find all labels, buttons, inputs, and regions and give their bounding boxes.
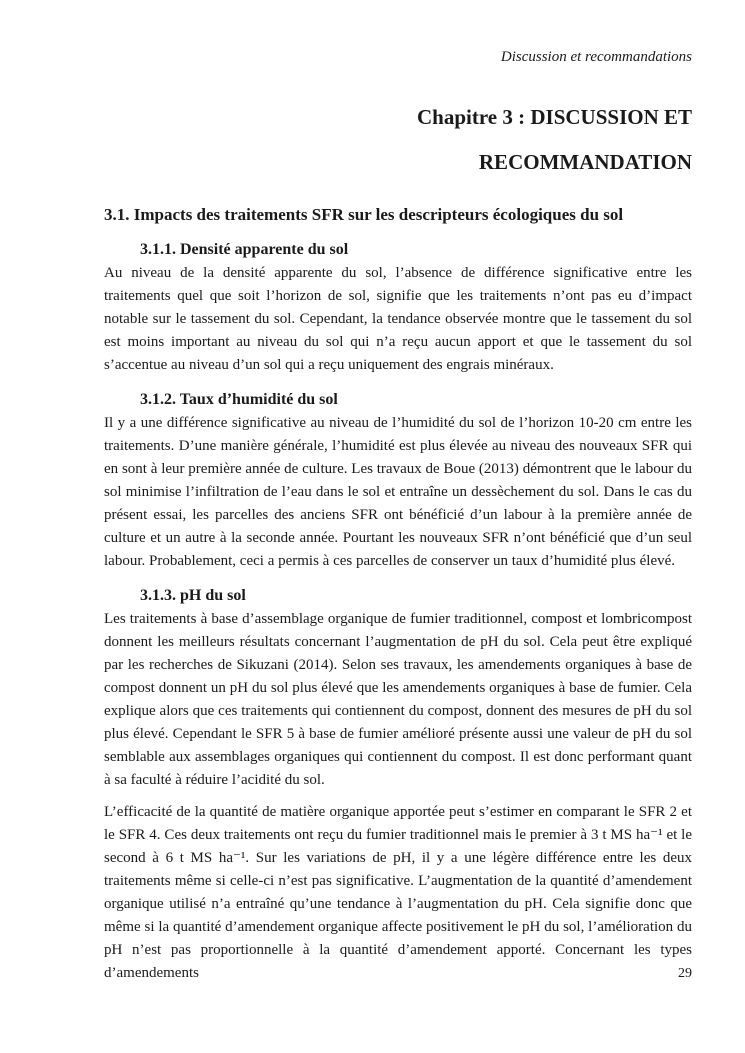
- paragraph-taux-humidite: Il y a une différence significative au niveau de l’humidité du sol de l’horizon 10-20 cm entre les traitements. D’une manière générale, l’humidité est plus élevée au niveau des nouveaux SFR qui en sont à leur première année de culture. Les travaux de Boue (2013) démontrent que le labour du sol minimise l’infiltration de l’eau dans le sol et entraîne un dessèchement du sol. Dans le cas du présent essai, les parcelles des anciens SFR ont bénéficié d’un labour à la première année de culture et un autre à la seconde année. Pourtant les nouveaux SFR n’ont bénéficié que d’un seul labour. Probablement, ceci a permis à ces parcelles de conserver un taux d’humidité plus élevé.: [104, 415, 692, 569]
- paragraph-densite-apparente: Au niveau de la densité apparente du sol, l’absence de différence significative entre les traitements quel que soit l’horizon de sol, signifie que les traitements n’ont pas eu d’impact notable sur le tassement du sol. Cependant, la tendance observée montre que le tassement du sol est moins important au niveau du sol qui n’a reçu aucun apport et que le tassement du sol s’accentue au niveau d’un sol qui a reçu uniquement des engrais minéraux.: [104, 265, 692, 373]
- subsection-heading-3-1-3: 3.1.3. pH du sol: [140, 587, 246, 604]
- section-heading-3-1: 3.1. Impacts des traitements SFR sur les descripteurs écologiques du sol: [104, 205, 624, 224]
- page-content: [104, 46, 692, 994]
- chapter-title: [104, 95, 692, 185]
- paragraph-ph-du-sol-2: L’efficacité de la quantité de matière organique apportée peut s’estimer en comparant le SFR 2 et le SFR 4. Ces deux traitements ont reçu du fumier traditionnel mais le premier à 3 t MS ha⁻¹ et le second à 6 t MS ha⁻¹. Sur les variations de pH, il y a une légère différence entre les deux traitements même si celle-ci n’est pas significative. L’augmentation de la quantité d’amendement organique utilisé n’a entraîné qu’une tendance à l’augmentation du pH. Cela signifie donc que même si la quantité d’amendement organique affecte positivement le pH du sol, l’amélioration du pH n’est pas proportionnelle à la quantité d’amendement apporté. Concernant les types d’amendements: [104, 804, 692, 981]
- chapter-title-line-2: RECOMMANDATION: [478, 150, 692, 174]
- page-number: 29: [678, 966, 692, 981]
- chapter-title-line-1: Chapitre 3 : DISCUSSION ET: [417, 105, 692, 129]
- subsection-heading-3-1-1: 3.1.1. Densité apparente du sol: [140, 241, 349, 258]
- running-header: Discussion et recommandations: [500, 49, 692, 65]
- paragraph-ph-du-sol-1: Les traitements à base d’assemblage organique de fumier traditionnel, compost et lombricompost donnent les meilleurs résultats concernant l’augmentation de pH du sol. Cela peut être expliqué par les recherches de Sikuzani (2014). Selon ses travaux, les amendements organiques à base de compost donnent un pH du sol plus élevé que les amendements organiques à base de fumier. Cela explique alors que ces traitements qui contiennent du compost, donnent des mesures de pH du sol plus élevé. Cependant le SFR 5 à base de fumier amélioré présente aussi une valeur de pH du sol semblable aux assemblages organiques qui contiennent du compost. Il est donc performant quant à sa faculté à réduire l’acidité du sol.: [104, 611, 692, 788]
- subsection-heading-3-1-2: 3.1.2. Taux d’humidité du sol: [140, 391, 338, 408]
